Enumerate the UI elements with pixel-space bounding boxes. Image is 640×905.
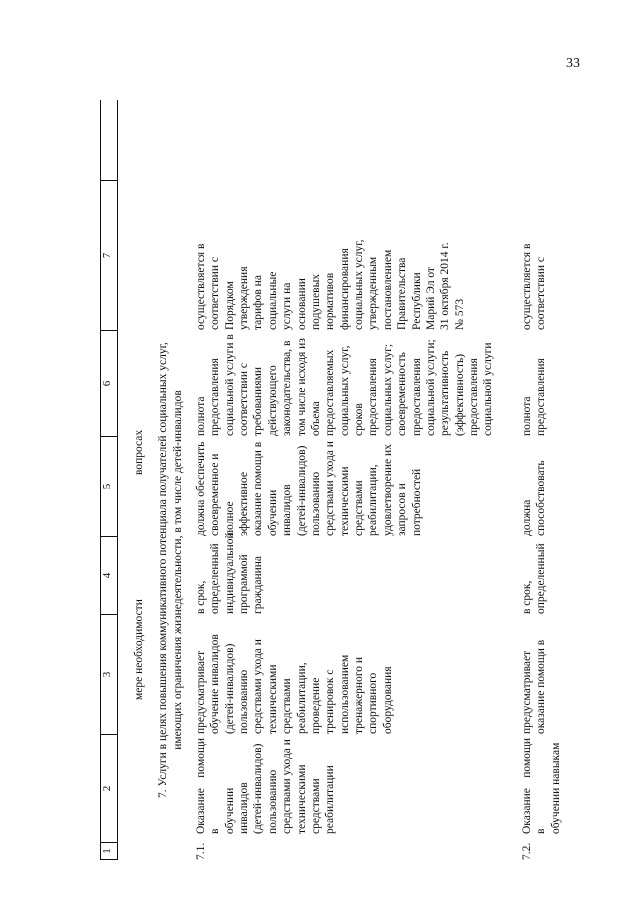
cell-line: социальные xyxy=(266,271,279,330)
header-cell-empty xyxy=(101,100,117,180)
cell-line: результативность xyxy=(439,350,452,436)
cell-line: оказание помощи в xyxy=(535,639,548,734)
cell-line: № 573 xyxy=(453,298,466,330)
cell-line: (детей-инвалидов) xyxy=(223,643,236,734)
cell-line: предоставления xyxy=(535,358,548,436)
header-cell: 4 xyxy=(101,536,117,614)
cell-line: Марий Эл от xyxy=(424,267,437,330)
cell-line: спортивного xyxy=(367,672,380,734)
cell-line: полное xyxy=(223,501,236,536)
table-cell-c3 xyxy=(520,614,563,734)
cell-line: предоставления xyxy=(367,358,380,436)
cell-line: Правительства xyxy=(396,257,409,330)
table-header-row xyxy=(100,100,118,860)
cell-line: социальной услуги в xyxy=(223,334,236,436)
cell-line: нормативов xyxy=(324,272,337,330)
row-number: 7.1. xyxy=(194,842,207,860)
cell-line: должна обеспечить xyxy=(194,441,207,536)
cell-line: обучении навыкам xyxy=(549,742,562,834)
cell-line: определенный xyxy=(209,543,222,614)
cell-line: действующего xyxy=(266,365,279,436)
cell-line: удовлетворение их xyxy=(381,444,394,536)
table-cell-c7 xyxy=(194,180,496,330)
cell-line: постановлением xyxy=(381,249,394,330)
cell-line: том числе исходя из xyxy=(295,338,308,436)
cell-line: способствовать xyxy=(535,460,548,536)
cell-line: средствами xyxy=(353,480,365,536)
cell-line: утверждения xyxy=(238,266,250,330)
table-cell-c4 xyxy=(194,532,496,614)
cell-line: предоставляемых xyxy=(324,349,337,436)
cell-line: социальных услуг, xyxy=(338,345,351,436)
section-title xyxy=(156,290,186,850)
cell-line: полнота xyxy=(520,396,533,436)
table-cell-c3 xyxy=(194,614,496,734)
header-cell: 6 xyxy=(101,330,117,436)
header-cell: 7 xyxy=(101,180,117,330)
cell-line: Оказание помощи в xyxy=(520,738,548,834)
cell-line: техническими xyxy=(295,764,308,834)
cell-line: законодательства, в xyxy=(281,340,294,436)
section-title-line: имеющих ограничения жизнедеятельности, в том числе детей-инвалидов xyxy=(171,390,184,750)
cell-line: пользованию xyxy=(238,669,250,734)
cell-line: социальных услуг; xyxy=(381,343,394,436)
cell-line: предусматривает xyxy=(520,650,533,734)
cell-line: оборудования xyxy=(381,666,394,734)
cell-line: услуги на xyxy=(281,282,294,330)
cell-line: (эффективность) xyxy=(453,353,466,436)
cell-line: предусматривает xyxy=(194,650,207,734)
cell-line: соответствии с xyxy=(209,257,222,330)
cell-line: средствами xyxy=(281,678,294,734)
cell-line: средствами xyxy=(309,778,322,834)
cell-line: (детей-инвалидов) xyxy=(295,445,308,536)
cell-line: социальной услуги; xyxy=(424,339,437,436)
table-cell-c5 xyxy=(520,436,563,536)
cell-line: реабилитации xyxy=(324,765,337,834)
table-cell-c2 xyxy=(194,734,496,834)
cell-line: полнота xyxy=(194,396,207,436)
table-cell-c6 xyxy=(194,330,496,436)
cell-line: финансирования xyxy=(338,248,351,330)
cell-line: обучение инвалидов xyxy=(209,634,222,734)
cell-line: использованием xyxy=(338,654,351,734)
cell-line: тренажерного и xyxy=(353,656,365,734)
cell-line: запросов и xyxy=(396,483,409,536)
cell-line: сроков xyxy=(353,403,365,436)
cell-line: Оказание помощи в xyxy=(194,738,222,834)
cell-line: в срок, xyxy=(194,580,207,614)
table-cell-c4 xyxy=(520,536,563,614)
cell-line: своевременное и xyxy=(209,453,222,536)
cell-line: средствами ухода и xyxy=(281,739,294,834)
rotated-table xyxy=(100,100,560,860)
cell-line: индивидуальной xyxy=(223,532,236,614)
cell-line: программой xyxy=(238,554,250,614)
cell-line: пользованию xyxy=(309,471,322,536)
cell-line: (детей-инвалидов) xyxy=(252,743,265,834)
cell-line: требованиями xyxy=(252,366,265,436)
cell-line: оказание помощи в xyxy=(252,441,265,536)
table-row xyxy=(520,100,563,860)
cell-line: должна xyxy=(520,499,533,536)
cell-line: осуществляется в xyxy=(194,243,207,330)
header-cell: 5 xyxy=(101,436,117,536)
cell-line: гражданина xyxy=(252,555,265,614)
cell-line: потребностей xyxy=(410,468,423,536)
continuation-text-col5: вопросах xyxy=(133,429,145,475)
cell-line: Республики xyxy=(410,272,423,330)
cell-line: тренировок с xyxy=(324,669,337,734)
cell-line: средствами ухода и xyxy=(252,639,265,734)
cell-line: утвержденным xyxy=(367,256,380,330)
cell-line: обучении инвалидов xyxy=(266,484,294,536)
cell-line: объема xyxy=(309,401,322,436)
cell-line: осуществляется в xyxy=(520,243,533,330)
section-title-line: 7. Услуги в целях повышения коммуникативного потенциала получателей социальных услуг, xyxy=(157,342,169,798)
table-row xyxy=(194,100,496,860)
table-cell-c5 xyxy=(194,436,496,536)
cell-line: техническими xyxy=(266,664,279,734)
cell-line: эффективное xyxy=(238,471,250,536)
cell-line: проведение xyxy=(309,677,322,734)
cell-line: 31 октября 2014 г. xyxy=(439,242,452,330)
cell-line: основании xyxy=(295,278,308,330)
cell-line: в срок, xyxy=(520,580,533,614)
cell-line: обучении инвалидов xyxy=(223,782,250,834)
cell-line: Порядком xyxy=(223,281,236,330)
cell-line: реабилитации, xyxy=(367,464,380,536)
continuation-row xyxy=(118,100,156,860)
page-number: 33 xyxy=(566,56,580,71)
cell-line: техническими xyxy=(338,466,351,536)
cell-line: предоставления xyxy=(410,358,423,436)
table-cell-c6 xyxy=(520,330,563,436)
cell-line: пользованию xyxy=(266,769,279,834)
cell-line: своевременность xyxy=(396,352,409,436)
cell-line: соответствии с xyxy=(535,257,548,330)
table-cell-c7 xyxy=(520,180,563,330)
header-cell: 3 xyxy=(101,614,117,734)
cell-line: социальных услуг, xyxy=(353,239,365,330)
row-number: 7.2. xyxy=(520,842,533,860)
cell-line: определенный xyxy=(535,543,548,614)
table-cell-c2 xyxy=(520,734,563,834)
cell-line: средствами ухода и xyxy=(324,441,337,536)
cell-line: предоставления xyxy=(209,358,222,436)
header-cell: 2 xyxy=(101,734,117,842)
cell-line: тарифов на xyxy=(252,275,265,330)
cell-line: предоставления xyxy=(468,358,480,436)
continuation-text-col3: мере необходимости xyxy=(133,599,145,700)
cell-line: реабилитации, xyxy=(295,662,308,734)
cell-line: соответствии с xyxy=(238,363,250,436)
cell-line: социальной услуги xyxy=(482,342,495,436)
cell-line: подушевых xyxy=(309,273,322,330)
header-cell: 1 xyxy=(101,842,117,860)
